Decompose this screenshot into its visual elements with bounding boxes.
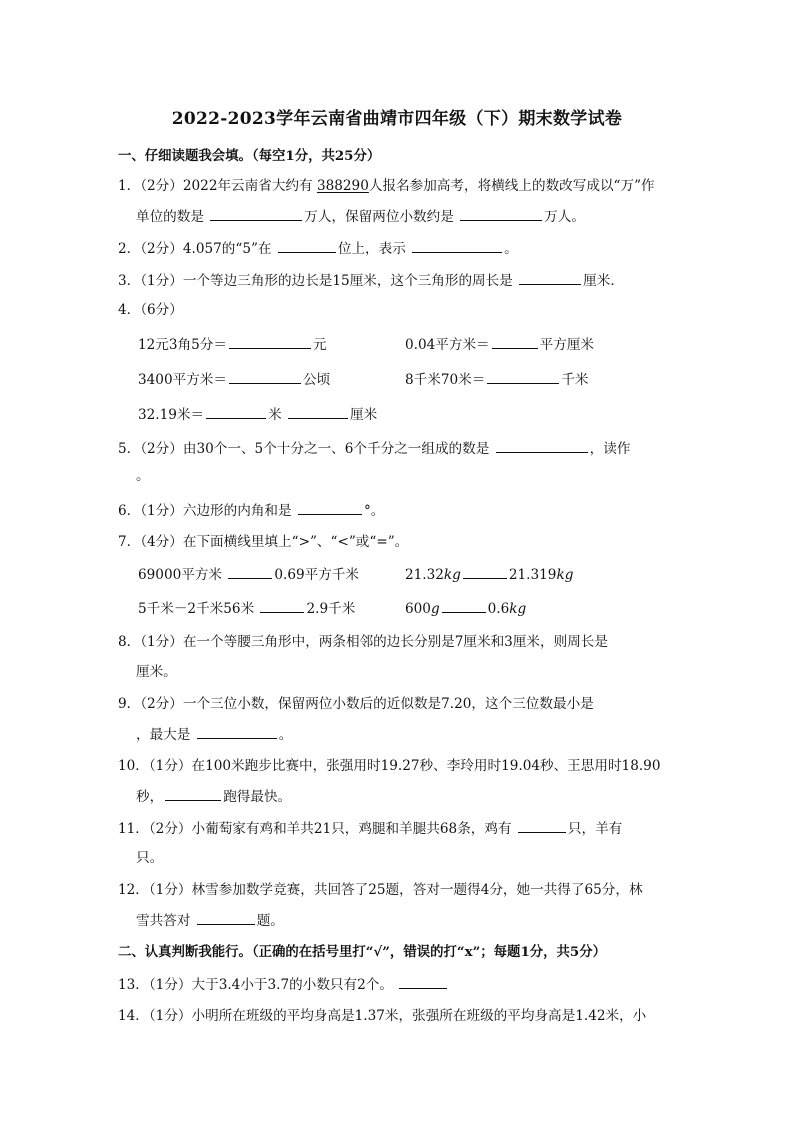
question-8-line2: 厘米。 — [136, 664, 177, 680]
question-13: 13．（1分）大于3.4小于3.7的小数只有2个。 — [118, 974, 449, 995]
answer-blank[interactable] — [197, 724, 277, 739]
answer-blank[interactable] — [165, 786, 221, 801]
question-9-line2: ，最大是 。 — [136, 724, 292, 745]
question-2: 2．（2分）4.057的“5”在 位上，表示 。 — [118, 238, 518, 259]
answer-blank[interactable] — [518, 818, 566, 833]
answer-blank[interactable] — [228, 564, 272, 579]
answer-blank[interactable] — [197, 910, 255, 925]
question-7-item: 21.32kg 21.319kg — [405, 564, 573, 585]
answer-blank[interactable] — [492, 334, 538, 349]
question-12-line2: 雪共答对 题。 — [136, 910, 284, 931]
question-5-line1: 5．（2分）由30个一、5个十分之一、6个千分之一组成的数是 ，读作 — [118, 438, 630, 459]
underlined-number: 388290 — [316, 178, 369, 194]
section1-heading: 一、仔细读题我会填。（每空1分，共25分） — [118, 148, 381, 164]
answer-blank[interactable] — [229, 369, 301, 384]
answer-blank[interactable] — [496, 438, 588, 453]
question-1-line2: 单位的数是 万人，保留两位小数约是 万人。 — [136, 206, 585, 227]
question-10-line1: 10．（1分）在100米跑步比赛中，张强用时19.27秒、李玲用时19.04秒、王思用时18.90 — [118, 758, 661, 774]
answer-blank[interactable] — [442, 598, 486, 613]
question-4-item: 0.04平方米＝ 平方厘米 — [405, 334, 594, 355]
answer-blank[interactable] — [519, 270, 581, 285]
section2-heading: 二、认真判断我能行。（正确的在括号里打“√”，错误的打“x”；每题1分，共5分） — [118, 944, 607, 960]
question-7-item: 5千米－2千米56米 2.9千米 — [138, 598, 355, 619]
page-title: 2022-2023学年云南省曲靖市四年级（下）期末数学试卷 — [171, 109, 623, 129]
question-3: 3．（1分）一个等边三角形的边长是15厘米，这个三角形的周长是 厘米． — [118, 270, 624, 291]
question-11-line1: 11．（2分）小葡萄家有鸡和羊共21只，鸡腿和羊腿共68条，鸡有 只，羊有 — [118, 818, 622, 839]
question-7-item: 69000平方米 0.69平方千米 — [138, 564, 359, 585]
question-4-item: 3400平方米＝ 公顷 — [138, 369, 330, 390]
answer-blank[interactable] — [399, 974, 447, 989]
question-8-line1: 8．（1分）在一个等腰三角形中，两条相邻的边长分别是7厘米和3厘米，则周长是 — [118, 634, 608, 650]
question-9-line1: 9．（2分）一个三位小数，保留两位小数后的近似数是7.20，这个三位数最小是 — [118, 696, 594, 712]
question-4-item: 12元3角5分＝ 元 — [138, 334, 327, 355]
question-14: 14．（1分）小明所在班级的平均身高是1.37米，张强所在班级的平均身高是1.42米，小 — [118, 1008, 647, 1024]
question-12-line1: 12．（1分）林雪参加数学竞赛，共回答了25题，答对一题得4分，她一共得了65分，林 — [118, 882, 643, 898]
answer-blank[interactable] — [412, 238, 502, 253]
answer-blank[interactable] — [260, 598, 304, 613]
answer-blank[interactable] — [298, 500, 362, 515]
answer-blank[interactable] — [206, 404, 266, 419]
answer-blank[interactable] — [463, 564, 507, 579]
question-1-line1: 1．（2分）2022年云南省大约有 388290人报名参加高考，将横线上的数改写成以“万”作 — [118, 178, 655, 194]
answer-blank[interactable] — [487, 369, 559, 384]
question-4: 4．（6分） — [118, 302, 183, 318]
question-6: 6．（1分）六边形的内角和是 °。 — [118, 500, 384, 521]
answer-blank[interactable] — [210, 206, 302, 221]
answer-blank[interactable] — [460, 206, 542, 221]
answer-blank[interactable] — [288, 404, 348, 419]
question-10-line2: 秒， 跑得最快。 — [136, 786, 291, 807]
question-4-item: 32.19米＝ 米 厘米 — [138, 404, 377, 425]
answer-blank[interactable] — [278, 238, 336, 253]
question-11-line2: 只。 — [136, 850, 164, 866]
question-4-item: 8千米70米＝ 千米 — [405, 369, 589, 390]
question-7-item: 600g 0.6kg — [405, 598, 526, 619]
question-7: 7．（4分）在下面横线里填上“>”、“<”或“=”。 — [118, 534, 409, 550]
question-5-line2: 。 — [136, 468, 150, 484]
answer-blank[interactable] — [229, 334, 311, 349]
